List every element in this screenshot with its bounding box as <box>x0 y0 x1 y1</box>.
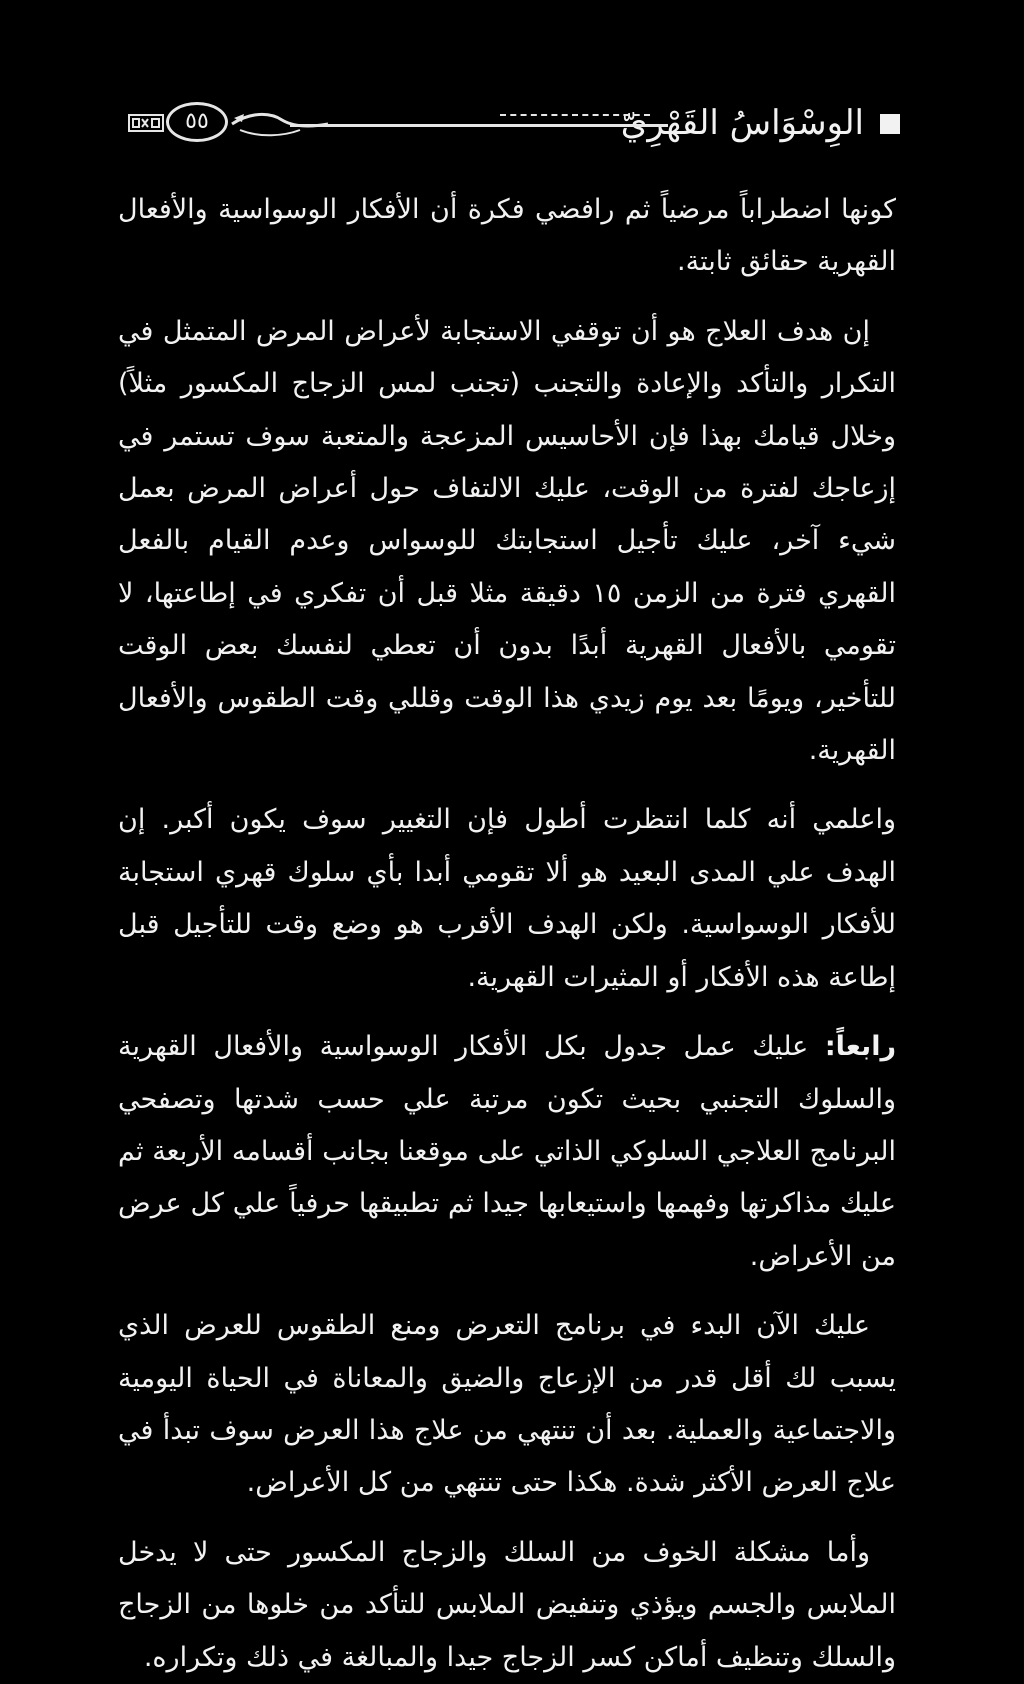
paragraph-lead: رابعاً: <box>824 1031 896 1063</box>
paragraph <box>118 1021 896 1283</box>
page-header <box>120 100 900 146</box>
running-title: الوِسْوَاسُ القَهْرِيّ <box>620 103 864 143</box>
paragraph: واعلمي أنه كلما انتظرت أطول فإن التغيير سوف يكون أكبر. إن الهدف علي المدى البعيد هو ألا تقومي أبدا بأي سلوك قهري استجابة للأفكار الوسواسية. ولكن الهدف الأقرب هو وضع وقت للتأجيل قبل إطاعة هذه الأفكار أو المثيرات القهرية. <box>118 804 896 993</box>
decorative-ornament-icon <box>128 112 164 134</box>
header-rule-dashed <box>500 114 650 116</box>
paragraph: كونها اضطراباً مرضياً ثم رافضي فكرة أن الأفكار الوسواسية والأفعال القهرية حقائق ثابتة. <box>118 194 896 278</box>
paragraph-text: عليك عمل جدول بكل الأفكار الوسواسية والأفعال القهرية والسلوك التجنبي بحيث تكون مرتبة علي حسب شدتها وتصفحي البرنامج العلاجي السلوكي الذاتي على موقعنا بجانب أقسامه الأربعة ثم عليك مذاكرتها وفهمها واستيعابها جيدا ثم تطبيقها حرفياً علي كل عرض من الأعراض. <box>118 1031 896 1272</box>
page-number: ٥٥ <box>166 102 228 142</box>
decorative-swoosh-icon <box>230 108 330 142</box>
paragraph: وأما مشكلة الخوف من السلك والزجاج المكسور حتى لا يدخل الملابس والجسم ويؤذي وتنفيض الملابس للتأكد من خلوها من الزجاج والسلك وتنظيف أماكن كسر الزجاج جيدا والمبالغة في ذلك وتكراره. <box>118 1536 896 1673</box>
square-bullet-icon <box>880 114 900 134</box>
body-text <box>118 184 896 1684</box>
paragraph: إن هدف العلاج هو أن توقفي الاستجابة لأعراض المرض المتمثل في التكرار والتأكد والإعادة والتجنب (تجنب لمس الزجاج المكسور مثلاً) وخلال قيامك بهذا فإن الأحاسيس المزعجة والمتعبة سوف تستمر في إزعاجك لفترة من الوقت، عليك الالتفاف حول أعراض المرض بعمل شيء آخر، عليك تأجيل استجابتك للوسواس وعدم القيام بالفعل القهري فترة من الزمن ١٥ دقيقة مثلا قبل أن تفكري في إطاعتها، لا تقومي بالأفعال القهرية أبدًا بدون أن تعطي لنفسك بعض الوقت للتأخير، ويومًا بعد يوم زيدي هذا الوقت وقللي وقت الطقوس والأفعال القهرية. <box>118 315 896 767</box>
header-rule <box>290 124 668 127</box>
paragraph: عليك الآن البدء في برنامج التعرض ومنع الطقوس للعرض الذي يسبب لك أقل قدر من الإزعاج والضيق والمعاناة في الحياة اليومية والاجتماعية والعملية. بعد أن تنتهي من علاج هذا العرض سوف تبدأ في علاج العرض الأكثر شدة. هكذا حتى تنتهي من كل الأعراض. <box>118 1310 896 1499</box>
